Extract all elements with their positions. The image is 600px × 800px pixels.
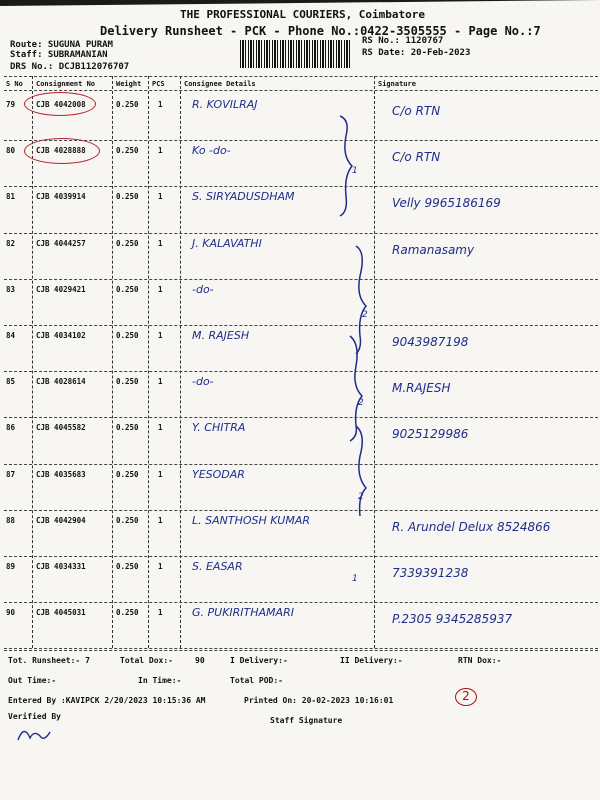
row-divider — [4, 186, 598, 187]
row-signature-handwritten: Velly 9965186169 — [392, 196, 501, 211]
row-weight: 0.250 — [116, 515, 139, 525]
footer-rule — [4, 650, 598, 651]
row-signature-handwritten: C/o RTN — [392, 104, 441, 118]
entered-by: Entered By :KAVIPCK 2/20/2023 10:15:36 AM — [8, 696, 206, 705]
row-consignment: CJB 4042008 — [36, 100, 86, 109]
row-weight: 0.250 — [116, 469, 139, 479]
row-consignee-handwritten: Y. CHITRA — [192, 421, 246, 435]
col-consignee: Consignee Details — [184, 80, 256, 88]
row-consignee-handwritten: S. EASAR — [192, 560, 243, 573]
row-weight: 0.250 — [116, 608, 139, 618]
bracket-marks — [330, 96, 380, 656]
bracket-mark — [350, 336, 362, 441]
row-sno: 79 — [6, 100, 16, 109]
row-sno: 83 — [6, 284, 16, 294]
row-consignee-handwritten: YESODAR — [192, 467, 245, 481]
row-pcs: 1 — [158, 238, 163, 248]
i-delivery-label: I Delivery:- — [230, 656, 288, 665]
bracket-number: 2 — [358, 492, 364, 502]
row-consignee-handwritten: R. KOVILRAJ — [192, 98, 258, 111]
row-pcs: 1 — [158, 100, 163, 109]
row-consignment: CJB 4035683 — [36, 469, 86, 479]
verifier-signature — [14, 722, 54, 746]
bracket-mark — [356, 426, 366, 516]
row-sno: 86 — [6, 423, 16, 433]
row-weight: 0.250 — [116, 284, 139, 294]
total-dox-label: Total Dox:- — [120, 656, 173, 665]
row-consignment: CJB 4034102 — [36, 331, 86, 340]
row-divider — [4, 417, 598, 418]
row-weight: 0.250 — [116, 100, 139, 109]
row-consignee-handwritten: J. KALAVATHI — [192, 236, 262, 250]
row-signature-handwritten: M.RAJESH — [392, 381, 451, 396]
table-top-rule — [4, 76, 598, 77]
row-divider — [4, 464, 598, 465]
row-signature-handwritten: C/o RTN — [392, 150, 441, 165]
consignment-circle — [24, 92, 96, 116]
rs-date: RS Date: 20-Feb-2023 — [362, 48, 471, 58]
row-pcs: 1 — [158, 377, 163, 387]
col-signature: Signature — [378, 80, 416, 88]
row-consignee-handwritten: Ko -do- — [192, 144, 231, 158]
row-divider — [4, 602, 598, 603]
header-rule — [4, 90, 598, 91]
row-consignee-handwritten: S. SIRYADUSDHAM — [192, 190, 295, 204]
row-signature-handwritten: 9043987198 — [392, 335, 469, 349]
row-pcs: 1 — [158, 423, 163, 433]
in-time-label: In Time:- — [138, 676, 182, 685]
row-sno: 85 — [6, 377, 16, 387]
total-runsheet: Tot. Runsheet:- 7 — [8, 656, 90, 665]
row-consignee-handwritten: -do- — [192, 282, 214, 296]
rtn-dox-label: RTN Dox:- — [458, 656, 502, 665]
col-weight: Weight — [116, 80, 142, 88]
row-signature-handwritten: R. Arundel Delux 8524866 — [392, 519, 551, 534]
company-title: THE PROFESSIONAL COURIERS, Coimbatore — [180, 8, 426, 21]
row-weight: 0.250 — [116, 146, 139, 156]
col-divider — [148, 76, 149, 648]
row-divider — [4, 510, 598, 511]
row-sno: 81 — [6, 192, 16, 202]
col-divider — [180, 76, 181, 648]
barcode — [240, 40, 352, 68]
row-consignee-handwritten: -do- — [192, 375, 214, 389]
row-pcs: 1 — [158, 192, 163, 202]
row-consignment: CJB 4039914 — [36, 192, 86, 202]
row-pcs: 1 — [158, 284, 163, 294]
col-divider — [112, 76, 113, 648]
col-pcs: PCS — [152, 80, 165, 88]
runsheet-subtitle: Delivery Runsheet - PCK - Phone No.:0422-3505555 - Page No.:7 — [100, 24, 541, 38]
row-consignment: CJB 4028614 — [36, 377, 86, 387]
row-sno: 82 — [6, 238, 16, 248]
out-time-label: Out Time:- — [8, 676, 57, 685]
row-consignee-handwritten: L. SANTHOSH KUMAR — [192, 513, 310, 527]
row-divider — [4, 140, 598, 141]
route-label: Route: SUGUNA PURAM — [10, 40, 113, 50]
page-corner-shadow — [0, 0, 600, 6]
drs-number: DRS No.: DCJB112076707 — [10, 62, 130, 72]
row-sno: 89 — [6, 562, 16, 571]
row-pcs: 1 — [158, 562, 163, 571]
total-pod-label: Total POD:- — [230, 676, 283, 685]
staff-label: Staff: SUBRAMANIAN — [10, 50, 108, 60]
row-sno: 90 — [6, 608, 16, 618]
col-divider — [32, 76, 33, 648]
row-pcs: 1 — [158, 331, 163, 340]
row-weight: 0.250 — [116, 192, 139, 202]
row-consignment: CJB 4034331 — [36, 562, 86, 571]
row-signature-handwritten: P.2305 9345285937 — [392, 612, 513, 627]
row-sno: 80 — [6, 146, 16, 156]
row-consignment: CJB 4044257 — [36, 238, 86, 248]
rs-number: RS No.: 1120767 — [362, 36, 444, 46]
row-sno: 84 — [6, 331, 16, 340]
row-signature-handwritten: 9025129986 — [392, 427, 469, 442]
ii-delivery-label: II Delivery:- — [340, 656, 403, 665]
printed-on: Printed On: 20-02-2023 10:16:01 — [244, 696, 394, 705]
row-weight: 0.250 — [116, 562, 139, 571]
row-weight: 0.250 — [116, 331, 139, 340]
row-divider — [4, 556, 598, 557]
row-divider — [4, 279, 598, 280]
row-sno: 88 — [6, 515, 16, 525]
row-consignee-handwritten: M. RAJESH — [192, 329, 250, 342]
row-consignment: CJB 4045582 — [36, 423, 86, 433]
bracket-number: 1 — [352, 574, 358, 584]
bracket-number: 2 — [362, 310, 368, 320]
row-consignment: CJB 4028888 — [36, 146, 86, 156]
row-signature-handwritten: Ramanasamy — [392, 242, 475, 257]
row-weight: 0.250 — [116, 238, 139, 248]
row-weight: 0.250 — [116, 423, 139, 433]
staff-signature-label: Staff Signature — [270, 716, 343, 725]
total-dox-value: 90 — [195, 656, 205, 665]
row-consignment: CJB 4045031 — [36, 608, 86, 618]
row-pcs: 1 — [158, 515, 163, 525]
row-consignment: CJB 4042904 — [36, 515, 86, 525]
bracket-number: 2 — [358, 398, 364, 408]
bracket-mark — [340, 116, 352, 216]
col-consignment: Consignment No — [36, 80, 96, 88]
row-divider — [4, 233, 598, 234]
verified-by-label: Verified By — [8, 712, 61, 721]
row-consignment: CJB 4029421 — [36, 284, 86, 294]
row-sno: 87 — [6, 469, 16, 479]
circled-page-mark: 2 — [455, 688, 477, 706]
col-sno: S No — [6, 80, 23, 88]
row-weight: 0.250 — [116, 377, 139, 387]
row-divider — [4, 371, 598, 372]
bracket-mark — [356, 246, 366, 354]
row-pcs: 1 — [158, 469, 163, 479]
row-pcs: 1 — [158, 146, 163, 156]
row-signature-handwritten: 7339391238 — [392, 566, 469, 580]
row-pcs: 1 — [158, 608, 163, 618]
bracket-number: 1 — [352, 166, 358, 176]
row-divider — [4, 325, 598, 326]
consignment-circle — [24, 138, 100, 164]
row-consignee-handwritten: G. PUKIRITHAMARI — [192, 606, 294, 620]
